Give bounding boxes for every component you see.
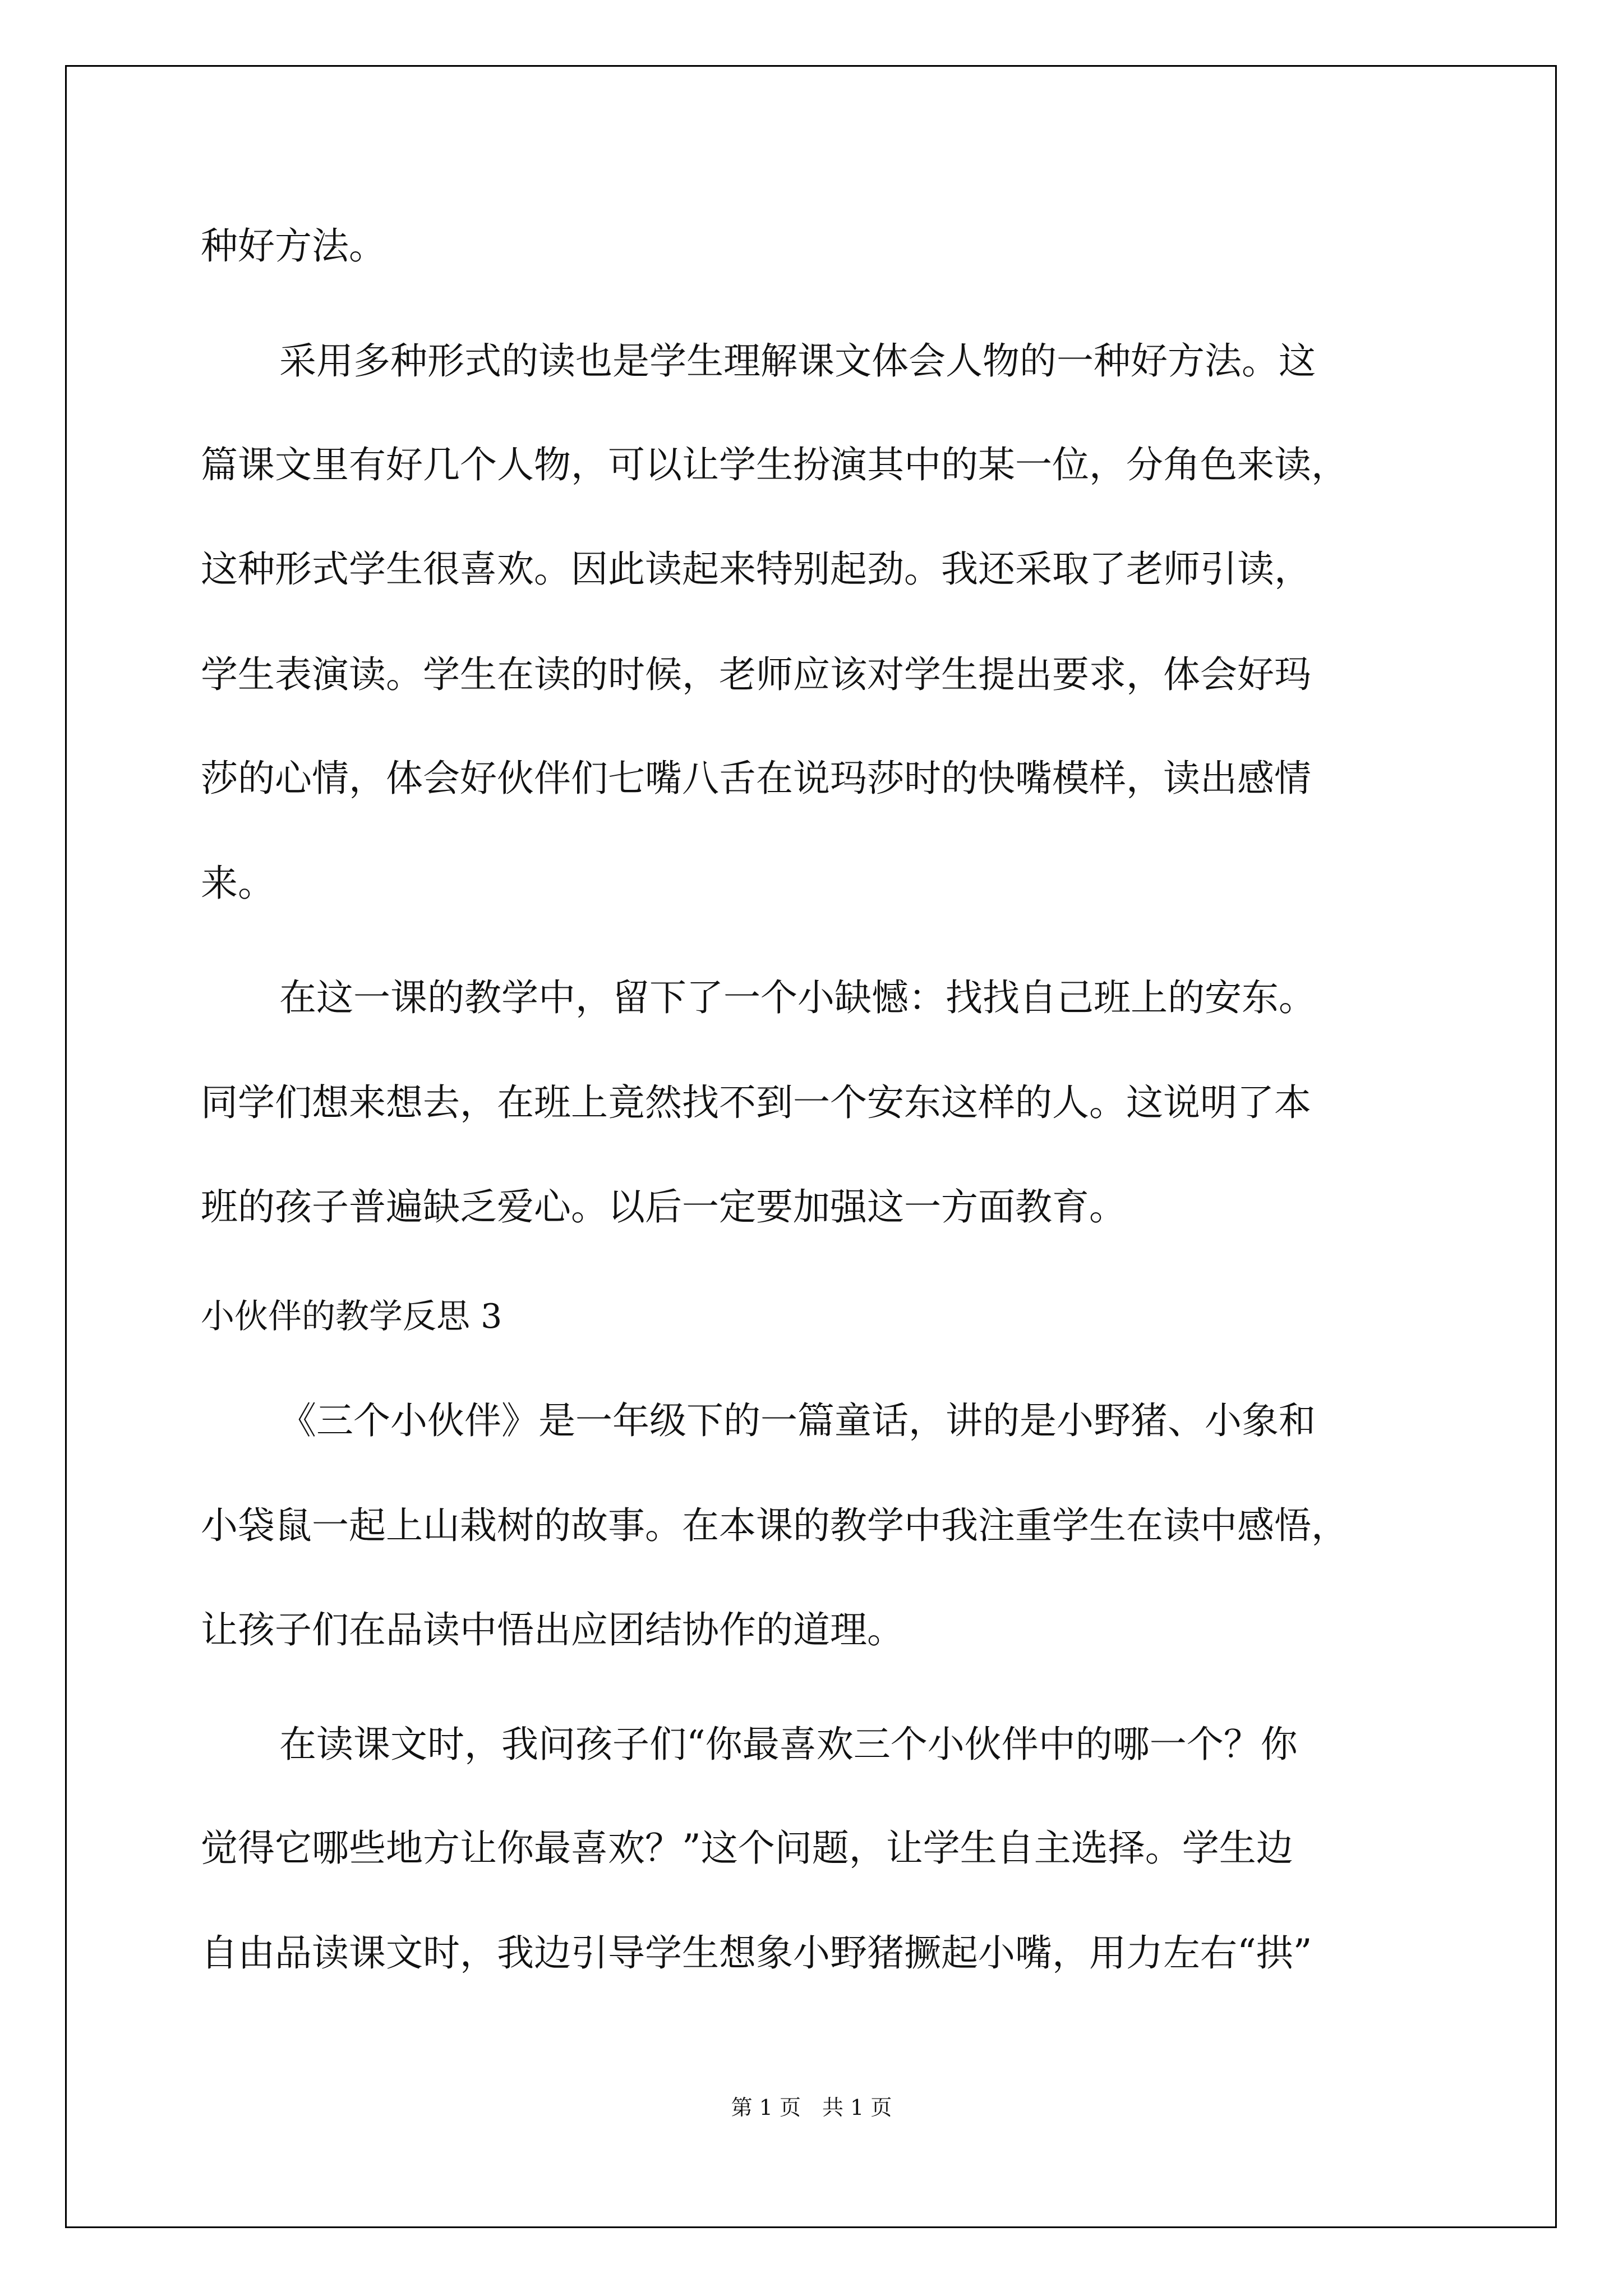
section-heading: 小伙伴的教学反思 3 [201,1297,502,1336]
page-number-footer: 第 1 页 共 1 页 [731,2095,892,2120]
page-border [65,65,1557,2228]
paragraph-line: 小袋鼠一起上山栽树的故事。在本课的教学中我注重学生在读中感悟， [201,1504,1348,1547]
paragraph-line: 同学们想来想去，在班上竟然找不到一个安东这样的人。这说明了本 [201,1081,1311,1124]
paragraph-line: 莎的心情，体会好伙伴们七嘴八舌在说玛莎时的快嘴模样，读出感情 [201,757,1311,800]
paragraph-line: 这种形式学生很喜欢。因此读起来特别起劲。我还采取了老师引读， [201,547,1311,591]
paragraph-line: 采用多种形式的读也是学生理解课文体会人物的一种好方法。这 [279,339,1316,383]
paragraph-line: 觉得它哪些地方让你最喜欢？”这个问题，让学生自主选择。学生边 [201,1826,1293,1870]
paragraph-line: 在这一课的教学中，留下了一个小缺憾：找找自己班上的安东。 [279,976,1316,1019]
paragraph-line: 让孩子们在品读中悟出应团结协作的道理。 [201,1608,904,1651]
paragraph-line: 篇课文里有好几个人物，可以让学生扮演其中的某一位，分角色来读， [201,443,1348,486]
paragraph-line: 来。 [201,862,275,905]
paragraph-line: 班的孩子普遍缺乏爱心。以后一定要加强这一方面教育。 [201,1185,1126,1228]
paragraph-line: 种好方法。 [201,224,386,268]
paragraph-line: 学生表演读。学生在读的时候，老师应该对学生提出要求，体会好玛 [201,653,1311,696]
paragraph-line: 自由品读课文时，我边引导学生想象小野猪撅起小嘴，用力左右“拱” [201,1931,1312,1975]
paragraph-line: 《三个小伙伴》是一年级下的一篇童话，讲的是小野猪、小象和 [279,1399,1316,1442]
paragraph-line: 在读课文时，我问孩子们“你最喜欢三个小伙伴中的哪一个？你 [279,1723,1298,1766]
